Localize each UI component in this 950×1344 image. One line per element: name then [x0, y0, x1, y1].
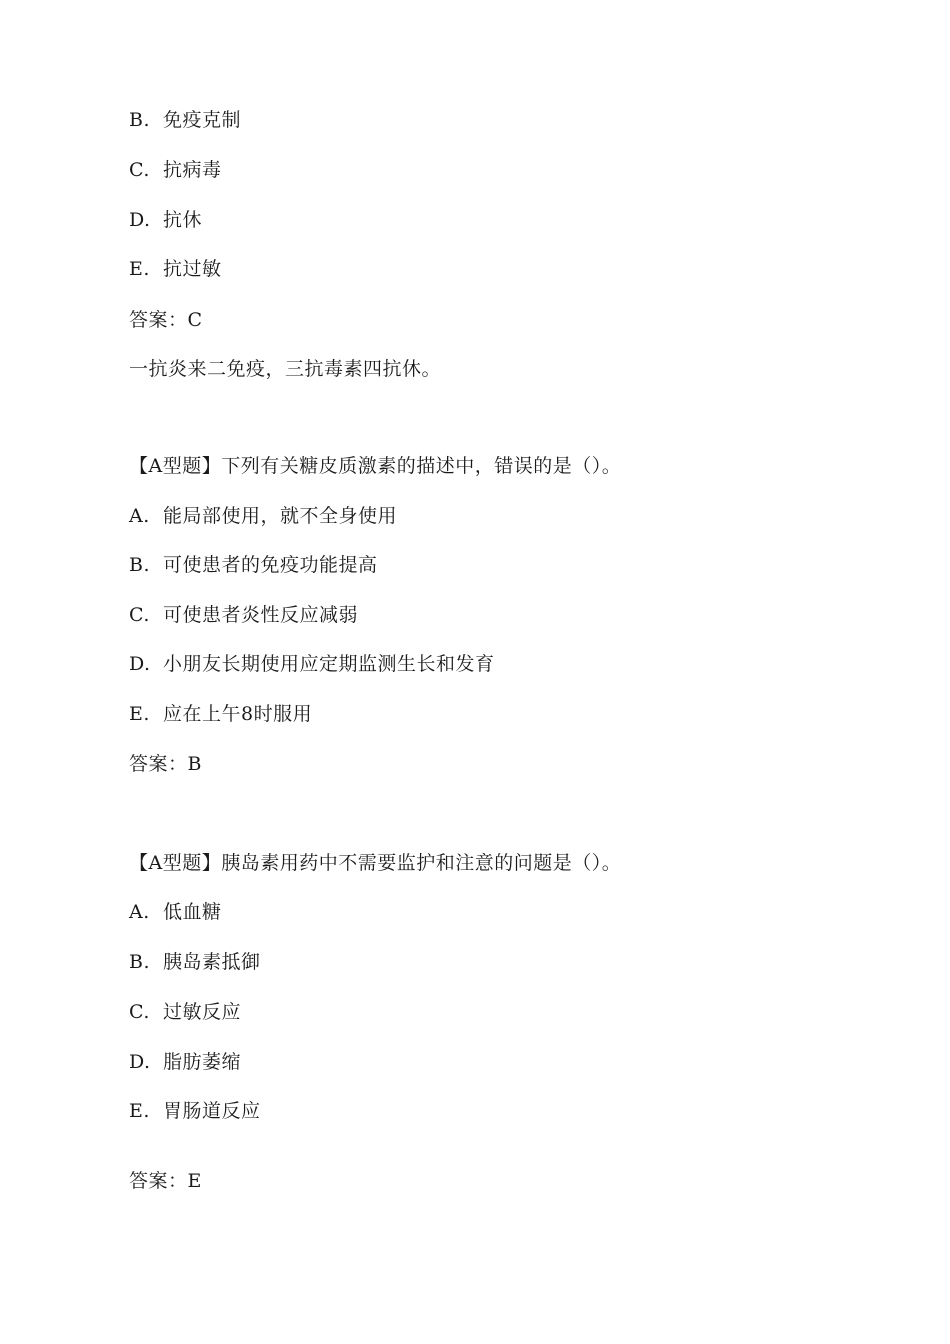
option-e: [129, 702, 312, 726]
option-text: 脂肪萎缩: [163, 1051, 242, 1073]
option-a: [129, 900, 222, 924]
option-b: [129, 108, 241, 132]
option-letter: E.: [129, 703, 150, 725]
option-letter: B.: [129, 951, 151, 973]
answer: 答案：C: [129, 309, 203, 331]
option-d: [129, 208, 202, 232]
question-stem: 【A型题】胰岛素用药中不需要监护和注意的问题是（）。: [129, 852, 622, 874]
option-text: 过敏反应: [163, 1001, 242, 1023]
option-c: [129, 1000, 241, 1024]
option-e: [129, 1099, 261, 1123]
option-text: 可使患者的免疫功能提高: [163, 554, 378, 576]
option-letter: E.: [129, 1100, 150, 1122]
option-letter: B.: [129, 554, 151, 576]
option-e: [129, 257, 222, 281]
option-letter: C.: [129, 159, 150, 181]
option-text: 小朋友长期使用应定期监测生长和发育: [163, 653, 495, 675]
option-c: [129, 603, 358, 627]
answer: 答案：E: [129, 1170, 202, 1192]
option-letter: D.: [129, 653, 151, 675]
option-c: [129, 158, 222, 182]
option-letter: E.: [129, 258, 150, 280]
option-letter: C.: [129, 1001, 150, 1023]
option-letter: A.: [129, 505, 150, 527]
option-a: [129, 504, 397, 528]
option-letter: D.: [129, 209, 151, 231]
option-text: 应在上午8时服用: [163, 703, 313, 725]
option-text: 胰岛素抵御: [163, 951, 261, 973]
question-stem: 【A型题】下列有关糖皮质激素的描述中，错误的是（）。: [129, 455, 622, 477]
option-text: 能局部使用，就不全身使用: [163, 505, 398, 527]
option-d: [129, 652, 495, 676]
option-text: 可使患者炎性反应减弱: [163, 604, 359, 626]
answer: 答案：B: [129, 753, 202, 775]
option-b: [129, 950, 261, 974]
option-text: 免疫克制: [163, 109, 242, 131]
mnemonic-note: 一抗炎来二免疫，三抗毒素四抗休。: [129, 358, 442, 380]
option-text: 胃肠道反应: [163, 1100, 261, 1122]
option-d: [129, 1050, 241, 1074]
option-b: [129, 553, 378, 577]
option-text: 抗休: [163, 209, 203, 231]
option-text: 抗病毒: [163, 159, 222, 181]
option-letter: C.: [129, 604, 150, 626]
option-text: 抗过敏: [163, 258, 222, 280]
option-letter: B.: [129, 109, 151, 131]
option-text: 低血糖: [163, 901, 222, 923]
option-letter: D.: [129, 1051, 151, 1073]
option-letter: A.: [129, 901, 150, 923]
